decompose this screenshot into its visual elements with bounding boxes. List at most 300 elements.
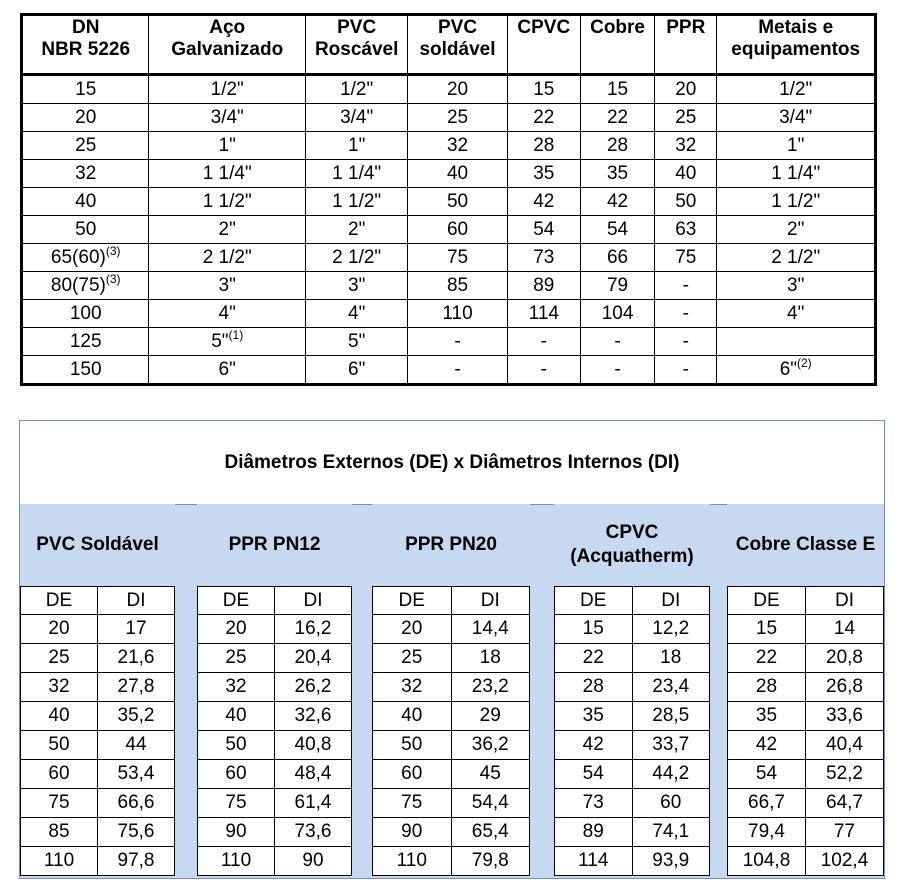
table-row bbox=[22, 188, 876, 216]
cell-value: 65(60) bbox=[50, 247, 106, 268]
cell-value: 2" bbox=[348, 219, 366, 240]
table-cell bbox=[655, 244, 717, 272]
column-header bbox=[408, 15, 507, 75]
table-cell bbox=[717, 104, 876, 132]
cell-value: 75 bbox=[446, 247, 469, 268]
table-cell bbox=[149, 75, 306, 104]
cell-value: 25 bbox=[75, 135, 97, 156]
table-cell bbox=[580, 188, 654, 216]
cell-value: 150 bbox=[69, 359, 102, 380]
cell-value: 20 bbox=[446, 79, 469, 100]
table-cell bbox=[305, 160, 407, 188]
de-value: 90 bbox=[373, 818, 452, 847]
de-value: 60 bbox=[21, 760, 98, 789]
cell-value: 5" bbox=[348, 331, 366, 352]
table-cell bbox=[507, 132, 580, 160]
material-header: CPVC (Acquatherm) bbox=[554, 504, 710, 586]
table-row bbox=[373, 673, 530, 702]
subheader-row bbox=[373, 587, 530, 615]
table-cell bbox=[717, 188, 876, 216]
cell-value: 15 bbox=[606, 79, 629, 100]
table-cell bbox=[22, 244, 149, 272]
table-cell bbox=[149, 328, 306, 356]
di-value: 28,5 bbox=[632, 702, 710, 731]
column-header-line2: Galvanizado bbox=[171, 39, 284, 60]
di-value: 65,4 bbox=[451, 818, 530, 847]
cell-value: 1" bbox=[787, 135, 805, 156]
material-block bbox=[727, 504, 884, 876]
table-row bbox=[198, 760, 352, 789]
cell-value: 50 bbox=[446, 191, 469, 212]
de-value: 110 bbox=[198, 847, 275, 876]
table-cell bbox=[408, 188, 507, 216]
de-value: 40 bbox=[21, 702, 98, 731]
cell-value: 20 bbox=[675, 79, 697, 100]
di-value: 14,4 bbox=[451, 615, 530, 644]
cell-value: 60 bbox=[446, 219, 469, 240]
column-header-line1: DN bbox=[71, 17, 100, 38]
table-row bbox=[373, 818, 530, 847]
cell-value: 63 bbox=[675, 219, 697, 240]
column-header-line2: Roscável bbox=[314, 39, 399, 60]
cell-value: 6" bbox=[779, 359, 798, 380]
table-row bbox=[21, 702, 175, 731]
de-value: 54 bbox=[728, 760, 806, 789]
cell-value: 1 1/2" bbox=[202, 191, 252, 212]
de-value: 75 bbox=[373, 789, 452, 818]
cell-value: - bbox=[454, 331, 461, 352]
cell-value: 20 bbox=[75, 107, 97, 128]
table-cell bbox=[408, 216, 507, 244]
table-cell bbox=[305, 216, 407, 244]
table-cell bbox=[717, 356, 876, 385]
cell-value: 28 bbox=[606, 135, 629, 156]
de-value: 110 bbox=[373, 847, 452, 876]
de-value: 75 bbox=[198, 789, 275, 818]
table-row bbox=[728, 818, 884, 847]
de-value: 110 bbox=[21, 847, 98, 876]
di-value: 21,6 bbox=[98, 644, 175, 673]
de-value: 114 bbox=[555, 847, 633, 876]
table-cell bbox=[507, 356, 580, 385]
di-value: 40,4 bbox=[806, 731, 884, 760]
cell-value: 25 bbox=[675, 107, 697, 128]
material-block bbox=[372, 504, 530, 876]
table-row bbox=[22, 132, 876, 160]
table-cell bbox=[22, 104, 149, 132]
table-row bbox=[22, 104, 876, 132]
table-cell bbox=[408, 300, 507, 328]
table-cell bbox=[408, 272, 507, 300]
de-value: 54 bbox=[555, 760, 633, 789]
table-row bbox=[198, 731, 352, 760]
de-value: 35 bbox=[555, 702, 633, 731]
table-row bbox=[373, 847, 530, 876]
de-value: 85 bbox=[21, 818, 98, 847]
table-cell bbox=[22, 272, 149, 300]
table-row bbox=[21, 615, 175, 644]
cell-value: 35 bbox=[606, 163, 629, 184]
de-value: 89 bbox=[555, 818, 633, 847]
table-row bbox=[21, 818, 175, 847]
di-value: 75,6 bbox=[98, 818, 175, 847]
de-value: 35 bbox=[728, 702, 806, 731]
table-row bbox=[555, 760, 710, 789]
cell-value: 40 bbox=[446, 163, 469, 184]
cell-value: 25 bbox=[446, 107, 469, 128]
cell-value: 1" bbox=[218, 135, 236, 156]
cell-value: 75 bbox=[675, 247, 697, 268]
cell-value: 3" bbox=[218, 275, 236, 296]
table-cell bbox=[507, 300, 580, 328]
table-cell bbox=[22, 300, 149, 328]
column-header bbox=[305, 15, 407, 75]
table-cell bbox=[305, 132, 407, 160]
di-value: 23,2 bbox=[451, 673, 530, 702]
subheader-row bbox=[198, 587, 352, 615]
de-value: 25 bbox=[198, 644, 275, 673]
de-value: 66,7 bbox=[728, 789, 806, 818]
de-value: 40 bbox=[373, 702, 452, 731]
table-cell bbox=[717, 244, 876, 272]
di-value: 26,2 bbox=[275, 673, 352, 702]
de-value: 22 bbox=[555, 644, 633, 673]
di-value: 66,6 bbox=[98, 789, 175, 818]
table-cell bbox=[655, 216, 717, 244]
table-row bbox=[198, 789, 352, 818]
material-header: PPR PN20 bbox=[372, 504, 530, 586]
di-value: 64,7 bbox=[806, 789, 884, 818]
cell-value: 35 bbox=[533, 163, 555, 184]
di-value: 33,6 bbox=[806, 702, 884, 731]
table-cell bbox=[717, 75, 876, 104]
di-value: 45 bbox=[451, 760, 530, 789]
de-label: DE bbox=[728, 587, 806, 615]
table-cell bbox=[655, 356, 717, 385]
table-cell bbox=[22, 75, 149, 104]
de-value: 15 bbox=[728, 615, 806, 644]
de-value: 32 bbox=[373, 673, 452, 702]
cell-value: - bbox=[682, 303, 689, 324]
cell-value: - bbox=[540, 359, 547, 380]
cell-value: 4" bbox=[787, 303, 805, 324]
cell-value: 15 bbox=[75, 79, 97, 100]
de-value: 25 bbox=[21, 644, 98, 673]
cell-value: 1 1/4" bbox=[332, 163, 382, 184]
table-cell bbox=[580, 75, 654, 104]
table-cell bbox=[655, 75, 717, 104]
de-label: DE bbox=[21, 587, 98, 615]
table-cell bbox=[305, 244, 407, 272]
di-value: 97,8 bbox=[98, 847, 175, 876]
cell-value: 1" bbox=[348, 135, 366, 156]
cell-value: 1 1/2" bbox=[771, 191, 821, 212]
column-header bbox=[717, 15, 876, 75]
de-value: 28 bbox=[555, 673, 633, 702]
di-value: 60 bbox=[632, 789, 710, 818]
table-cell bbox=[305, 356, 407, 385]
table-cell bbox=[580, 356, 654, 385]
table-row bbox=[198, 644, 352, 673]
cell-value: 3/4" bbox=[779, 107, 813, 128]
cell-value: 32 bbox=[446, 135, 469, 156]
table-header-row bbox=[22, 15, 876, 75]
table-cell bbox=[22, 132, 149, 160]
material-header: PVC Soldável bbox=[20, 504, 175, 586]
table-cell bbox=[149, 216, 306, 244]
table-row bbox=[555, 789, 710, 818]
table-cell bbox=[717, 216, 876, 244]
material-header: Cobre Classe E bbox=[727, 504, 884, 586]
di-value: 54,4 bbox=[451, 789, 530, 818]
de-value: 42 bbox=[555, 731, 633, 760]
table-cell bbox=[408, 244, 507, 272]
table-cell bbox=[717, 132, 876, 160]
cell-value: 2" bbox=[787, 219, 805, 240]
table-row bbox=[728, 673, 884, 702]
table-row bbox=[555, 702, 710, 731]
de-value: 32 bbox=[198, 673, 275, 702]
cell-value: 4" bbox=[218, 303, 236, 324]
table-title: Diâmetros Externos (DE) x Diâmetros Internos (DI) bbox=[20, 421, 884, 505]
di-value: 20,8 bbox=[806, 644, 884, 673]
de-value: 60 bbox=[198, 760, 275, 789]
de-value: 50 bbox=[373, 731, 452, 760]
cell-value: 110 bbox=[442, 303, 473, 324]
column-header-line2: soldável bbox=[419, 39, 496, 60]
footnote-marker: (3) bbox=[105, 272, 121, 286]
subheader-row bbox=[728, 587, 884, 615]
footnote-marker: (1) bbox=[228, 328, 244, 342]
di-value: 32,6 bbox=[275, 702, 352, 731]
cell-value: 1 1/2" bbox=[332, 191, 382, 212]
subheader-row bbox=[555, 587, 710, 615]
table-cell bbox=[305, 328, 407, 356]
table-cell bbox=[305, 104, 407, 132]
table-row bbox=[198, 702, 352, 731]
table-cell bbox=[507, 244, 580, 272]
cell-value: 73 bbox=[533, 247, 555, 268]
footnote-marker: (3) bbox=[105, 244, 121, 258]
di-value: 52,2 bbox=[806, 760, 884, 789]
table-cell bbox=[149, 244, 306, 272]
table-row bbox=[21, 789, 175, 818]
cell-value: - bbox=[540, 331, 547, 352]
table-cell bbox=[655, 272, 717, 300]
di-value: 35,2 bbox=[98, 702, 175, 731]
column-header-line1: Cobre bbox=[590, 17, 646, 38]
diameter-table bbox=[19, 420, 885, 879]
material-table bbox=[372, 586, 530, 876]
table-row bbox=[198, 818, 352, 847]
table-cell bbox=[507, 272, 580, 300]
table-cell bbox=[580, 272, 654, 300]
cell-value: 3/4" bbox=[210, 107, 244, 128]
cell-value: 40 bbox=[75, 191, 97, 212]
di-value: 79,8 bbox=[451, 847, 530, 876]
table-row bbox=[555, 615, 710, 644]
table-cell bbox=[717, 160, 876, 188]
de-label: DE bbox=[198, 587, 275, 615]
cell-value: 125 bbox=[69, 331, 102, 352]
di-value: 26,8 bbox=[806, 673, 884, 702]
column-header-line1: Aço bbox=[209, 17, 246, 38]
table-row bbox=[555, 818, 710, 847]
column-header bbox=[149, 15, 306, 75]
material-header: PPR PN12 bbox=[197, 504, 352, 586]
table-cell bbox=[22, 356, 149, 385]
di-value: 93,9 bbox=[632, 847, 710, 876]
cell-value: 2 1/2" bbox=[332, 247, 382, 268]
table-cell bbox=[22, 328, 149, 356]
table-row bbox=[728, 789, 884, 818]
table-cell bbox=[580, 300, 654, 328]
di-value: 48,4 bbox=[275, 760, 352, 789]
de-value: 22 bbox=[728, 644, 806, 673]
de-value: 40 bbox=[198, 702, 275, 731]
cell-value: 1 1/4" bbox=[202, 163, 252, 184]
table-row bbox=[555, 644, 710, 673]
table-cell bbox=[580, 132, 654, 160]
cell-value: 22 bbox=[533, 107, 555, 128]
table-row bbox=[22, 75, 876, 104]
column-header bbox=[22, 15, 149, 75]
di-label: DI bbox=[98, 587, 175, 615]
column-header bbox=[507, 15, 580, 75]
di-value: 44,2 bbox=[632, 760, 710, 789]
cell-value: 54 bbox=[606, 219, 629, 240]
cell-value: 85 bbox=[446, 275, 469, 296]
de-value: 25 bbox=[373, 644, 452, 673]
de-value: 15 bbox=[555, 615, 633, 644]
table-cell bbox=[507, 328, 580, 356]
cell-value: 5" bbox=[211, 331, 229, 352]
material-block bbox=[20, 504, 175, 876]
di-value: 77 bbox=[806, 818, 884, 847]
table-cell bbox=[149, 104, 306, 132]
table-cell bbox=[149, 132, 306, 160]
de-value: 20 bbox=[373, 615, 452, 644]
table-cell bbox=[507, 160, 580, 188]
cell-value: 3" bbox=[348, 275, 366, 296]
subheader-row bbox=[21, 587, 175, 615]
table-row bbox=[555, 731, 710, 760]
table-cell bbox=[655, 132, 717, 160]
table-row bbox=[728, 760, 884, 789]
table-cell bbox=[305, 300, 407, 328]
footnote-marker: (2) bbox=[797, 356, 812, 370]
di-value: 27,8 bbox=[98, 673, 175, 702]
de-label: DE bbox=[373, 587, 452, 615]
column-header-line1: PPR bbox=[666, 17, 706, 38]
table-row bbox=[555, 673, 710, 702]
table-row bbox=[555, 847, 710, 876]
di-label: DI bbox=[806, 587, 884, 615]
table-row bbox=[728, 644, 884, 673]
table-row bbox=[373, 702, 530, 731]
table-cell bbox=[305, 188, 407, 216]
column-header bbox=[580, 15, 654, 75]
table-cell bbox=[408, 328, 507, 356]
table-row bbox=[22, 328, 876, 356]
cell-value: 15 bbox=[533, 79, 555, 100]
cell-value: 104 bbox=[601, 303, 634, 324]
cell-value: 28 bbox=[533, 135, 555, 156]
table-row bbox=[373, 615, 530, 644]
table-cell bbox=[149, 188, 306, 216]
material-table bbox=[197, 586, 352, 876]
cell-value: 6" bbox=[348, 359, 366, 380]
cell-value: 42 bbox=[533, 191, 555, 212]
di-value: 14 bbox=[806, 615, 884, 644]
table-cell bbox=[580, 104, 654, 132]
table-row bbox=[22, 300, 876, 328]
dn-equivalence-table bbox=[20, 13, 877, 386]
cell-value: 3" bbox=[787, 275, 805, 296]
cell-value: 1/2" bbox=[340, 79, 374, 100]
table-cell bbox=[149, 272, 306, 300]
cell-value: 2 1/2" bbox=[771, 247, 821, 268]
table-row bbox=[21, 847, 175, 876]
column-header-line2: equipamentos bbox=[731, 39, 861, 60]
table-cell bbox=[507, 104, 580, 132]
table-row bbox=[198, 847, 352, 876]
table-row bbox=[22, 244, 876, 272]
cell-value: 89 bbox=[533, 275, 555, 296]
table-cell bbox=[22, 216, 149, 244]
de-label: DE bbox=[555, 587, 633, 615]
cell-value: 54 bbox=[533, 219, 555, 240]
cell-value: 50 bbox=[675, 191, 697, 212]
cell-value: - bbox=[682, 331, 689, 352]
table-cell bbox=[22, 160, 149, 188]
di-value: 90 bbox=[275, 847, 352, 876]
di-value: 18 bbox=[451, 644, 530, 673]
table-cell bbox=[580, 216, 654, 244]
table-row bbox=[728, 731, 884, 760]
table-row bbox=[21, 760, 175, 789]
cell-value: 66 bbox=[606, 247, 629, 268]
table-row bbox=[21, 731, 175, 760]
table-row bbox=[373, 644, 530, 673]
table-cell bbox=[305, 75, 407, 104]
table-row bbox=[198, 673, 352, 702]
material-block bbox=[554, 504, 710, 876]
table-row bbox=[728, 702, 884, 731]
table-cell bbox=[580, 244, 654, 272]
table-row bbox=[21, 673, 175, 702]
table-row bbox=[373, 731, 530, 760]
cell-value: 2 1/2" bbox=[202, 247, 252, 268]
di-value: 23,4 bbox=[632, 673, 710, 702]
cell-value: 22 bbox=[606, 107, 629, 128]
table-cell bbox=[305, 272, 407, 300]
di-value: 17 bbox=[98, 615, 175, 644]
material-table bbox=[554, 586, 710, 876]
table-cell bbox=[149, 160, 306, 188]
cell-value: 6" bbox=[218, 359, 236, 380]
table-row bbox=[373, 760, 530, 789]
cell-value: 1/2" bbox=[210, 79, 244, 100]
column-header-line1: PVC bbox=[337, 17, 377, 38]
column-header bbox=[655, 15, 717, 75]
cell-value: - bbox=[454, 359, 461, 380]
table-cell bbox=[717, 328, 876, 356]
table-cell bbox=[408, 356, 507, 385]
de-value: 50 bbox=[198, 731, 275, 760]
de-value: 50 bbox=[21, 731, 98, 760]
cell-value: 42 bbox=[606, 191, 629, 212]
